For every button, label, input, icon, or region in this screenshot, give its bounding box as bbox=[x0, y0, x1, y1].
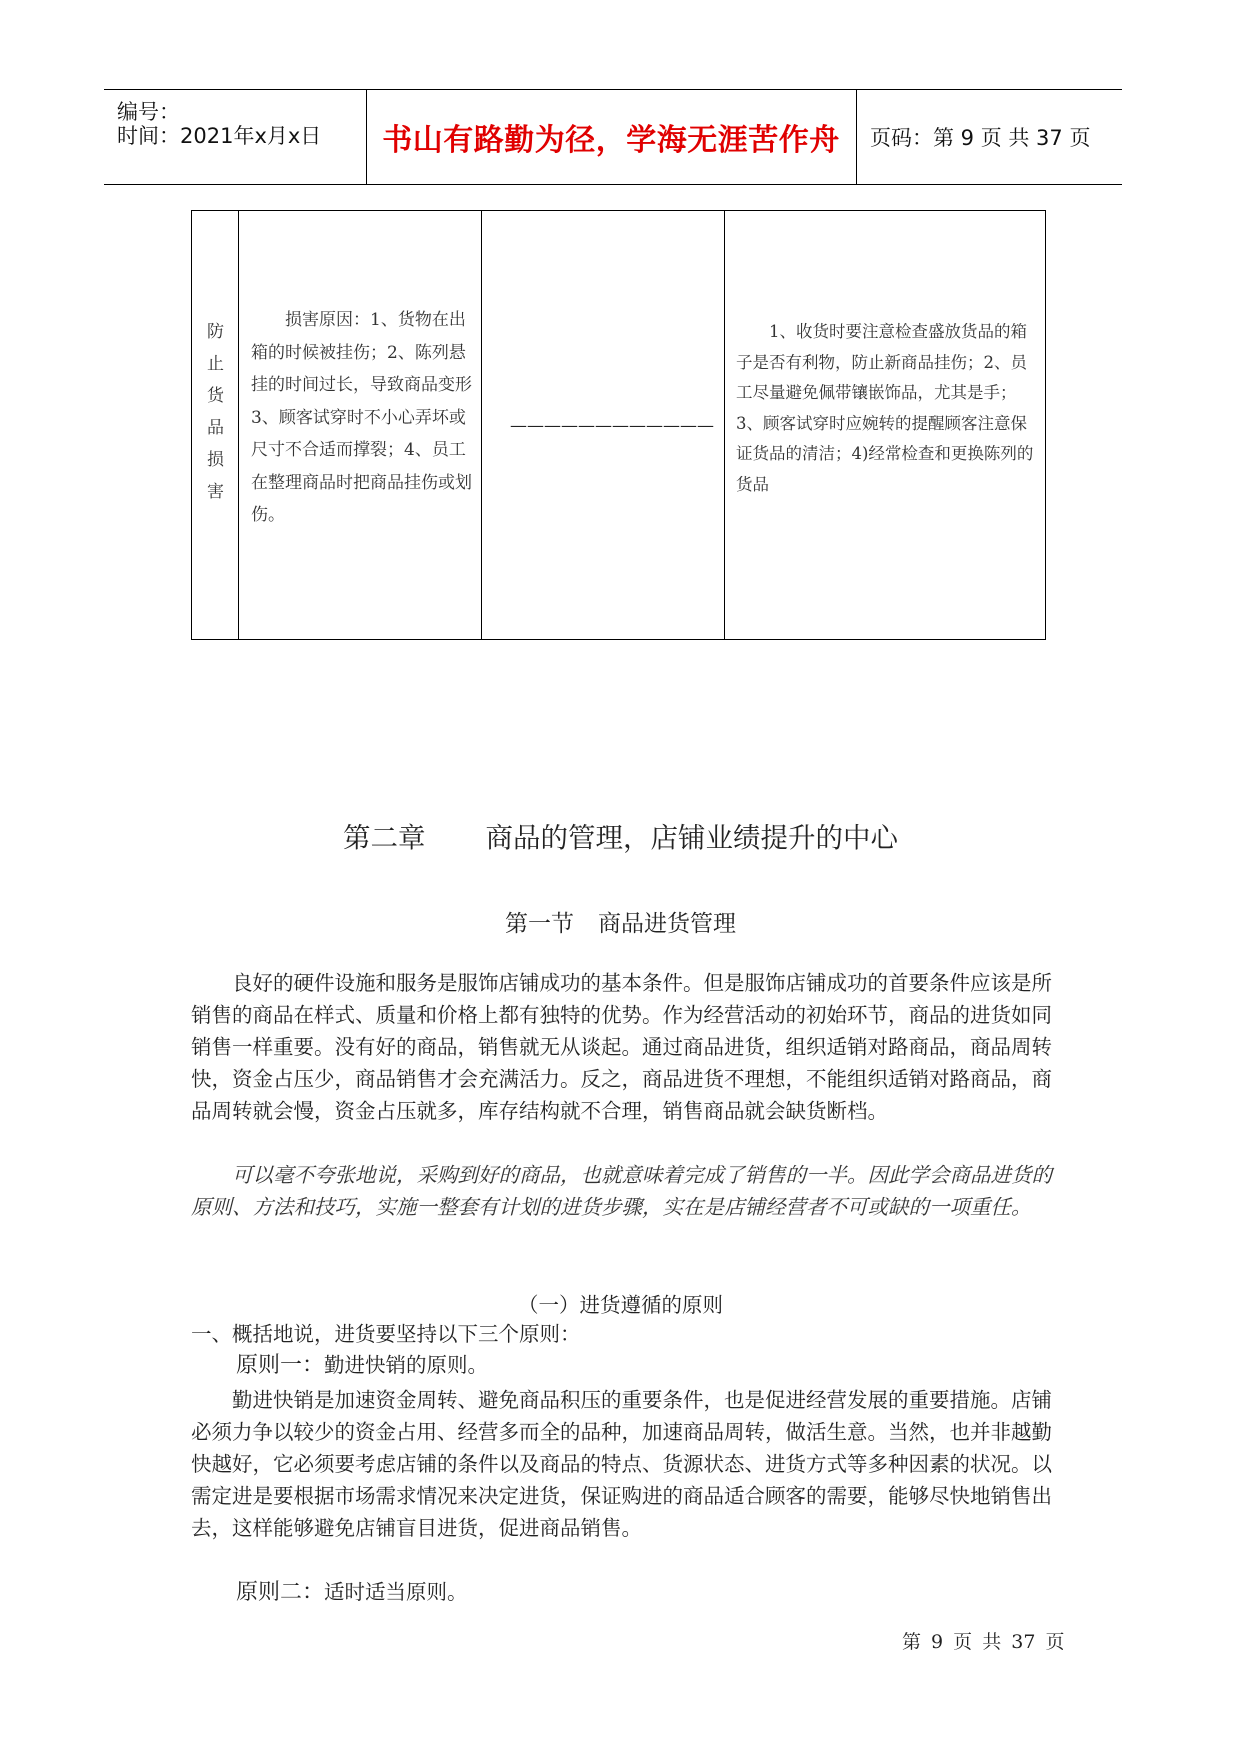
time-label: 时间：2021年x月x日 bbox=[117, 124, 322, 148]
principle-one-label: 原则一： bbox=[236, 1353, 325, 1378]
header-motto-cell bbox=[366, 90, 857, 184]
motto: 书山有路勤为径，学海无涯苦作舟 bbox=[382, 123, 840, 158]
number-label: 编号： bbox=[117, 100, 180, 124]
row-label-char: 害 bbox=[207, 482, 224, 502]
section-number: 第一节 bbox=[505, 911, 574, 937]
header-meta-cell bbox=[104, 90, 367, 184]
paragraph-emphasis: 可以毫不夸张地说，采购到好的商品，也就意味着完成了销售的一半。因此学会商品进货的原则、方法和技巧，实施一整套有计划的进货步骤，实在是店铺经营者不可或缺的一项重任。 bbox=[191, 1163, 1052, 1219]
chapter-heading bbox=[0, 815, 1241, 855]
page-code: 页码：第 9 页 共 37 页 bbox=[870, 126, 1091, 150]
row-label-char: 货 bbox=[207, 386, 224, 406]
principles-intro: 一、概括地说，进货要坚持以下三个原则： bbox=[191, 1322, 581, 1346]
damage-cause-text: 损害原因：1、货物在出箱的时候被挂伤；2、陈列悬挂的时间过长，导致商品变形3、顾客试穿时不小心弄坏或尺寸不合适而撑裂；4、员工在整理商品时把商品挂伤或划伤。 bbox=[251, 310, 472, 525]
prevention-measures-text: 1、收货时要注意检查盛放货品的箱子是否有利物，防止新商品挂伤；2、员工尽量避免佩带镶嵌饰品，尤其是手；3、顾客试穿时应婉转的提醒顾客注意保证货品的清洁；4)经常检查和更换陈列的货品 bbox=[736, 322, 1034, 494]
paragraph-intro: 良好的硬件设施和服务是服饰店铺成功的基本条件。但是服饰店铺成功的首要条件应该是所销售的商品在样式、质量和价格上都有独特的优势。作为经营活动的初始环节，商品的进货如同销售一样重要。没有好的商品，销售就无从谈起。通过商品进货，组织适销对路商品，商品周转快，资金占压少，商品销售才会充满活力。反之，商品进货不理想，不能组织适销对路商品，商品周转就会慢，资金占压就多，库存结构就不合理，销售商品就会缺货断档。 bbox=[191, 971, 1052, 1123]
header-page-cell bbox=[856, 90, 1122, 184]
page-header bbox=[104, 89, 1122, 185]
principle-two-label: 原则二： bbox=[236, 1580, 325, 1605]
section-title: 商品进货管理 bbox=[598, 911, 736, 937]
section-heading bbox=[0, 905, 1241, 938]
row-label-char: 止 bbox=[207, 354, 224, 374]
row-label bbox=[192, 316, 239, 508]
table-measures-cell bbox=[725, 211, 1045, 639]
subheading-principles: （一）进货遵循的原则 bbox=[518, 1293, 723, 1317]
row-label-char: 防 bbox=[207, 322, 224, 342]
table-cause-cell bbox=[239, 211, 482, 639]
principle-two bbox=[191, 1576, 1055, 1609]
damage-table bbox=[191, 210, 1046, 640]
table-middle-cell bbox=[482, 211, 725, 639]
principle-one-text: 勤进快销的原则。 bbox=[324, 1353, 489, 1377]
chapter-title: 商品的管理，店铺业绩提升的中心 bbox=[485, 822, 898, 854]
paragraph-principle-one: 勤进快销是加速资金周转、避免商品积压的重要条件，也是促进经营发展的重要措施。店铺必须力争以较少的资金占用、经营多而全的品种，加速商品周转，做活生意。当然，也并非越勤快越好，它必须要考虑店铺的条件以及商品的特点、货源状态、进货方式等多种因素的状况。以需定进是要根据市场需求情况来决定进货，保证购进的商品适合顾客的需要，能够尽快地销售出去，这样能够避免店铺盲目进货，促进商品销售。 bbox=[191, 1388, 1052, 1540]
page-footer: 第 9 页 共 37 页 bbox=[902, 1631, 1065, 1653]
principle-one bbox=[191, 1349, 1055, 1382]
table-row-label-cell bbox=[192, 211, 239, 639]
chapter-number: 第二章 bbox=[343, 822, 426, 854]
row-label-char: 损 bbox=[207, 450, 224, 470]
row-label-char: 品 bbox=[207, 418, 224, 438]
principle-two-text: 适时适当原则。 bbox=[324, 1580, 468, 1604]
dash-placeholder: ———————————— bbox=[510, 416, 714, 436]
